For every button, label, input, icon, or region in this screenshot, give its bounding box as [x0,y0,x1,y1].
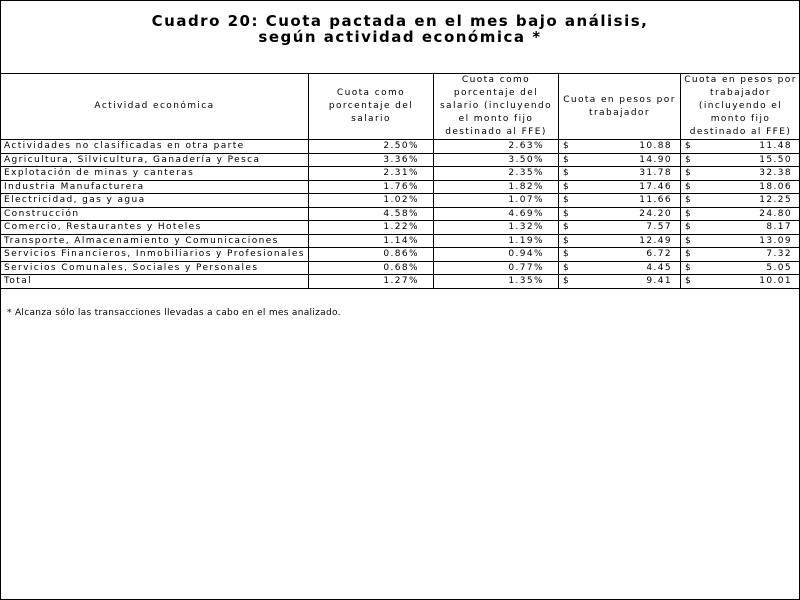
amount-value: 10.01 [759,276,792,286]
amount-value: 14.90 [639,154,672,165]
amount-value: 10.88 [639,141,672,151]
cell-pct: 0.86% [309,248,434,262]
cell-pct: 1.27% [309,275,434,289]
cell-pesos-ffe [681,234,800,248]
cell-pesos [559,234,681,248]
cell-pct-ffe: 1.82% [434,180,559,194]
cell-pct-ffe: 4.69% [434,207,559,221]
cell-pct: 1.22% [309,221,434,235]
cell-pct-ffe: 1.32% [434,221,559,235]
currency-symbol: $ [685,235,693,246]
table-row [1,180,800,194]
cell-pct: 4.58% [309,207,434,221]
column-header-pesos: Cuota en pesos por trabajador [559,74,681,140]
amount-value: 4.45 [646,262,672,273]
cell-pesos [559,207,681,221]
currency-symbol: $ [685,249,693,259]
cell-pesos-ffe [681,167,800,181]
header-row [1,74,800,140]
table-row [1,261,800,275]
cell-pesos [559,194,681,208]
cell-activity: Servicios Comunales, Sociales y Personales [1,261,309,275]
currency-symbol: $ [685,195,693,205]
cell-pesos-ffe [681,194,800,208]
cell-pct-ffe: 1.19% [434,234,559,248]
amount-value: 12.25 [759,195,792,205]
currency-symbol: $ [563,195,571,205]
table-row [1,140,800,154]
cell-activity: Agricultura, Silvicultura, Ganadería y Pesca [1,153,309,167]
currency-symbol: $ [563,249,571,259]
data-table [0,73,800,289]
cell-pesos [559,248,681,262]
cell-pct: 1.76% [309,180,434,194]
table-row [1,153,800,167]
table-row [1,194,800,208]
cell-pct-ffe: 1.35% [434,275,559,289]
amount-value: 18.06 [759,181,792,192]
currency-symbol: $ [563,235,571,246]
table-row [1,207,800,221]
amount-value: 7.57 [646,222,672,232]
cell-pesos [559,221,681,235]
table-total-row [1,275,800,289]
cell-pct: 1.14% [309,234,434,248]
currency-symbol: $ [563,154,571,165]
amount-value: 24.80 [759,208,792,219]
amount-value: 5.05 [766,262,792,273]
cell-activity: Explotación de minas y canteras [1,167,309,181]
title-line-2: según actividad económica * [258,28,542,46]
cell-activity: Construcción [1,207,309,221]
cell-pesos-ffe [681,153,800,167]
cell-pct: 3.36% [309,153,434,167]
cell-pesos [559,140,681,154]
cell-pesos-ffe [681,207,800,221]
column-header-pct: Cuota como porcentaje del salario [309,74,434,140]
cell-pct-ffe: 2.35% [434,167,559,181]
currency-symbol: $ [563,181,571,192]
amount-value: 24.20 [639,208,672,219]
amount-value: 6.72 [646,249,672,259]
cell-pesos [559,275,681,289]
table-row [1,167,800,181]
cell-activity: Transporte, Almacenamiento y Comunicaciones [1,234,309,248]
cell-activity: Actividades no clasificadas en otra parte [1,140,309,154]
currency-symbol: $ [685,222,693,232]
cell-pct: 1.02% [309,194,434,208]
table-row [1,248,800,262]
currency-symbol: $ [563,276,571,286]
cell-pct: 2.50% [309,140,434,154]
cell-pct-ffe: 3.50% [434,153,559,167]
cell-pesos [559,261,681,275]
currency-symbol: $ [685,154,693,165]
amount-value: 11.48 [759,141,792,151]
currency-symbol: $ [563,168,571,178]
cell-activity: Total [1,275,309,289]
amount-value: 11.66 [639,195,672,205]
currency-symbol: $ [685,181,693,192]
currency-symbol: $ [563,262,571,273]
cell-pesos-ffe [681,221,800,235]
cell-pesos-ffe [681,275,800,289]
cell-activity: Industria Manufacturera [1,180,309,194]
column-header-activity: Actividad económica [1,74,309,140]
page-title [0,13,800,45]
cell-pct-ffe: 1.07% [434,194,559,208]
currency-symbol: $ [685,276,693,286]
cell-pct-ffe: 0.94% [434,248,559,262]
cell-pesos-ffe [681,180,800,194]
currency-symbol: $ [563,141,571,151]
table-body [1,140,800,289]
amount-value: 7.32 [766,249,792,259]
currency-symbol: $ [685,168,693,178]
footnote: * Alcanza sólo las transacciones llevadas a cabo en el mes analizado. [7,308,341,318]
amount-value: 9.41 [646,276,672,286]
column-header-pct-ffe: Cuota como porcentaje del salario (incluyendo el monto fijo destinado al FFE) [434,74,559,140]
table-row [1,221,800,235]
cell-pct: 0.68% [309,261,434,275]
cell-pesos [559,153,681,167]
amount-value: 13.09 [759,235,792,246]
currency-symbol: $ [685,141,693,151]
column-header-pesos-ffe: Cuota en pesos por trabajador (incluyendo el monto fijo destinado al FFE) [681,74,800,140]
cell-activity: Electricidad, gas y agua [1,194,309,208]
currency-symbol: $ [563,208,571,219]
currency-symbol: $ [563,222,571,232]
cell-pesos-ffe [681,248,800,262]
cell-pct-ffe: 2.63% [434,140,559,154]
cell-pct-ffe: 0.77% [434,261,559,275]
amount-value: 17.46 [639,181,672,192]
amount-value: 32.38 [759,168,792,178]
amount-value: 31.78 [639,168,672,178]
amount-value: 15.50 [759,154,792,165]
cell-pesos-ffe [681,140,800,154]
table-row [1,234,800,248]
currency-symbol: $ [685,208,693,219]
cell-pesos [559,167,681,181]
cell-pesos-ffe [681,261,800,275]
cell-pct: 2.31% [309,167,434,181]
title-line-1: Cuadro 20: Cuota pactada en el mes bajo análisis, [151,12,649,30]
currency-symbol: $ [685,262,693,273]
amount-value: 8.17 [766,222,792,232]
cell-activity: Comercio, Restaurantes y Hoteles [1,221,309,235]
cell-activity: Servicios Financieros, Inmobiliarios y Profesionales [1,248,309,262]
cell-pesos [559,180,681,194]
amount-value: 12.49 [639,235,672,246]
